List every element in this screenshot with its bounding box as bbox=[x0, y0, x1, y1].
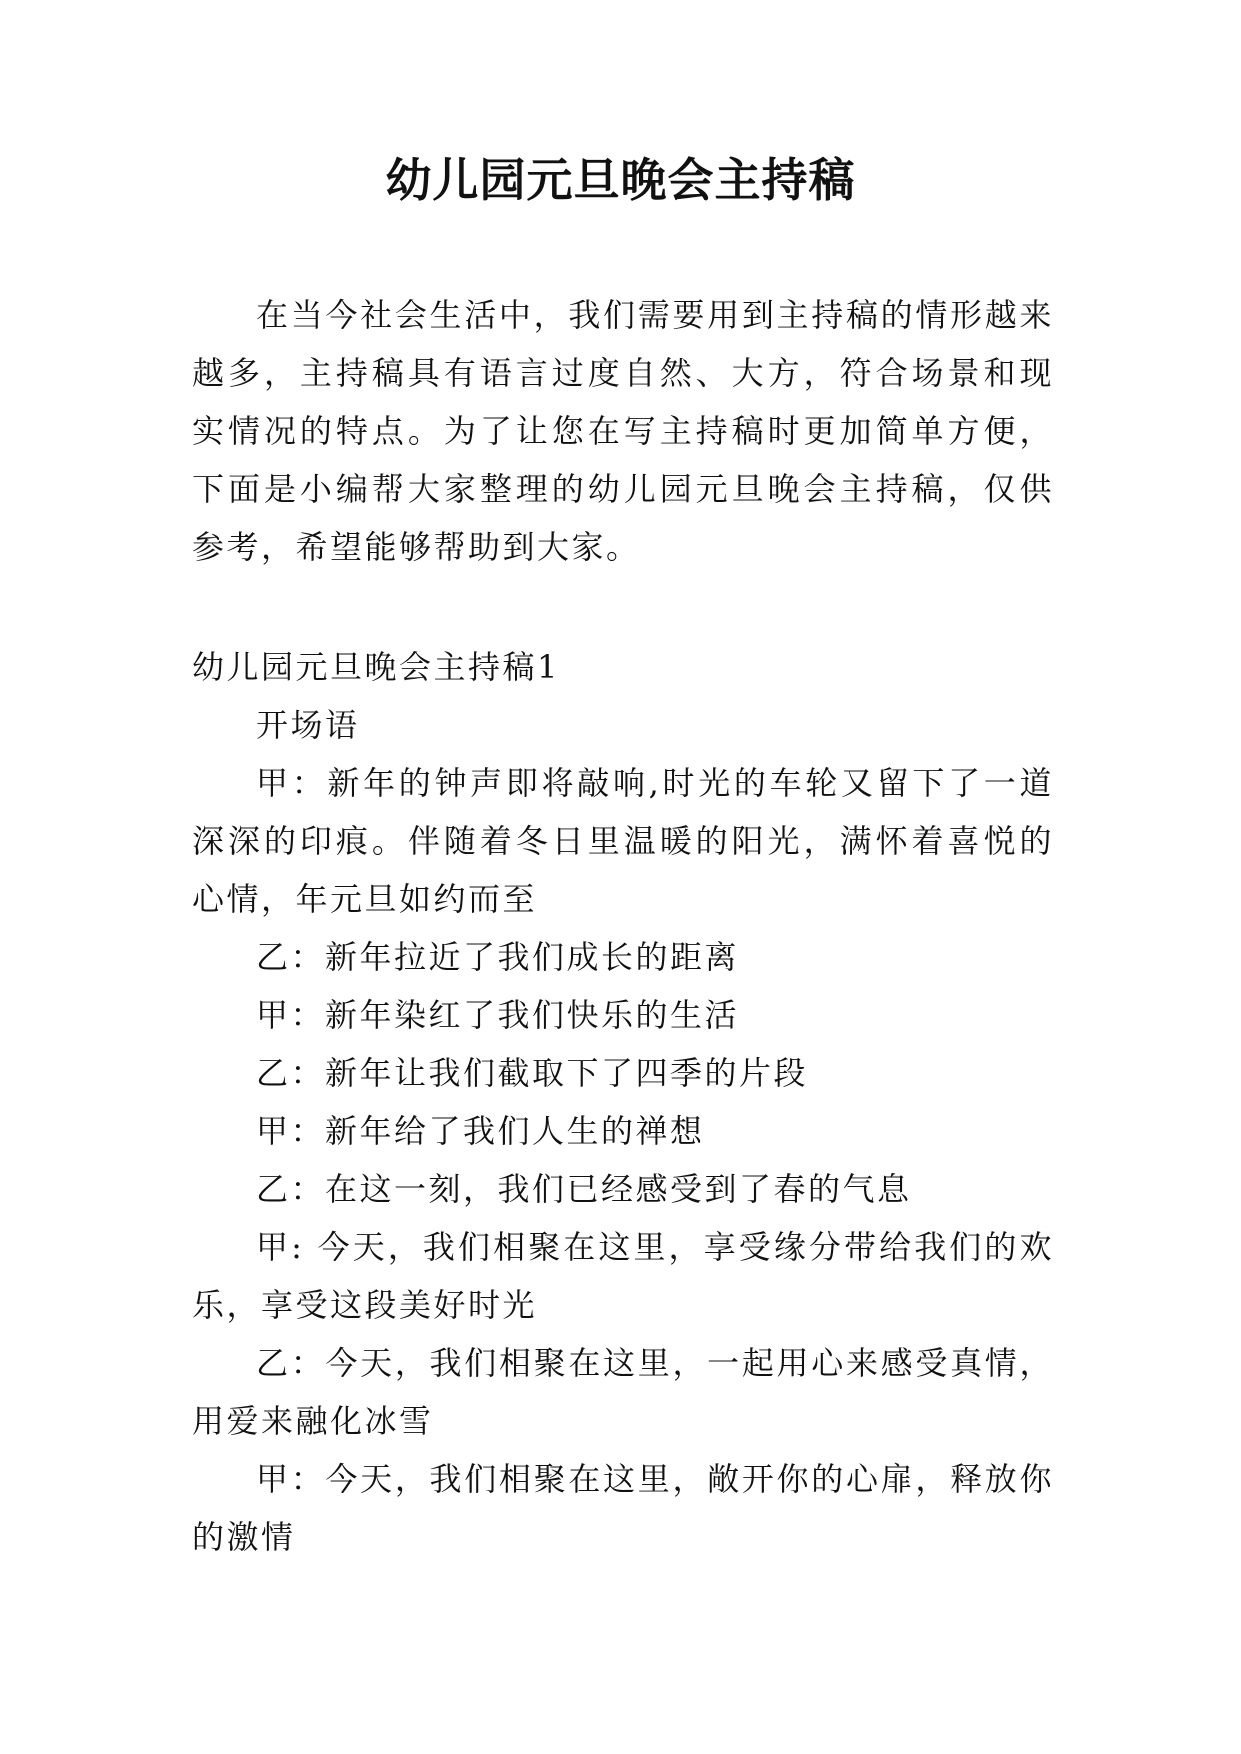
section-body bbox=[192, 638, 1054, 1566]
dialogue-line: 甲：新年的钟声即将敲响,时光的车轮又留下了一道深深的印痕。伴随着冬日里温暖的阳光，满怀着喜悦的心情，年元旦如约而至 bbox=[192, 764, 1054, 918]
dialogue-line: 甲：新年给了我们人生的禅想 bbox=[256, 1112, 705, 1150]
dialogue-line: 乙：新年拉近了我们成长的距离 bbox=[256, 938, 740, 976]
dialogue-line: 甲: 今天，我们相聚在这里，享受缘分带给我们的欢乐，享受这段美好时光 bbox=[192, 1228, 1054, 1324]
document-title: 幼儿园元旦晚会主持稿 bbox=[385, 153, 856, 207]
dialogue-line: 甲：今天，我们相聚在这里，敞开你的心扉，释放你的激情 bbox=[192, 1460, 1054, 1556]
dialogue-line: 乙：今天，我们相聚在这里，一起用心来感受真情，用爱来融化冰雪 bbox=[192, 1344, 1054, 1440]
paragraph-opening: 开场语 bbox=[256, 706, 360, 744]
dialogue-line: 乙：在这一刻，我们已经感受到了春的气息 bbox=[256, 1170, 912, 1208]
section-heading: 幼儿园元旦晚会主持稿1 bbox=[192, 648, 560, 686]
dialogue-line: 乙：新年让我们截取下了四季的片段 bbox=[256, 1054, 809, 1092]
intro-paragraph: 在当今社会生活中，我们需要用到主持稿的情形越来越多，主持稿具有语言过度自然、大方，符合场景和现实情况的特点。为了让您在写主持稿时更加简单方便，下面是小编帮大家整理的幼儿园元旦晚会主持稿，仅供参考，希望能够帮助到大家。 bbox=[192, 296, 1054, 566]
dialogue-line: 甲：新年染红了我们快乐的生活 bbox=[256, 996, 740, 1034]
